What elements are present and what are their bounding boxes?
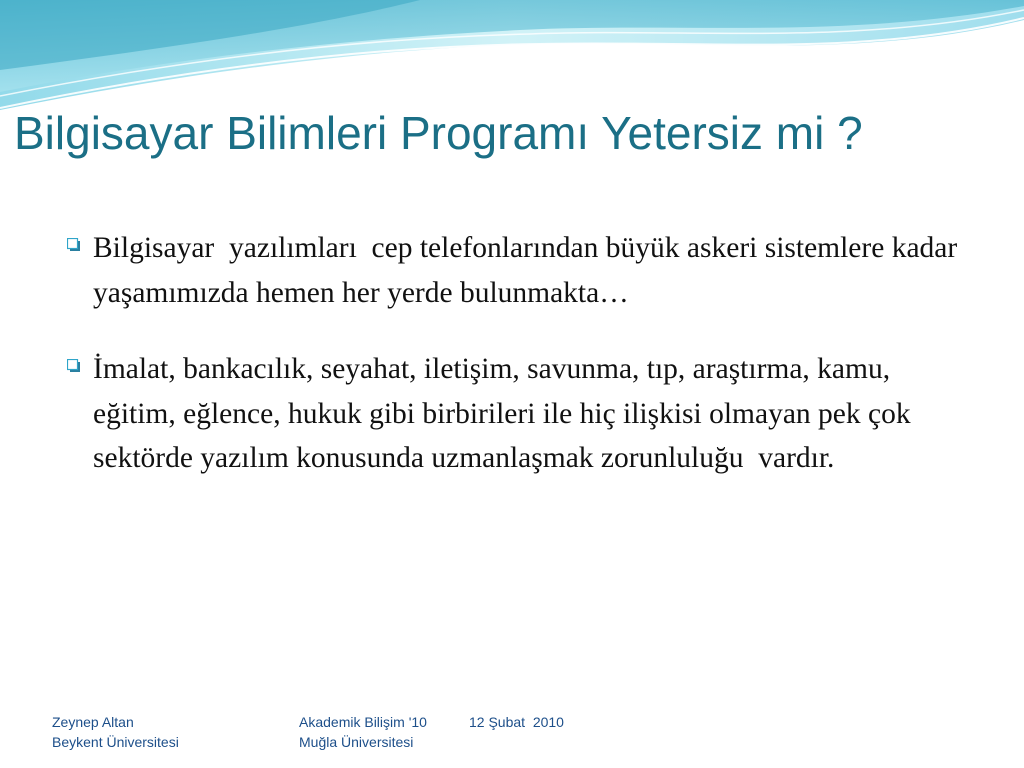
- footer-author-name: Zeynep Altan: [52, 714, 134, 730]
- checkbox-bullet-icon: [67, 359, 81, 373]
- bullet-text: İmalat, bankacılık, seyahat, iletişim, savunma, tıp, araştırma, kamu, eğitim, eğlence, hukuk gibi birbirileri ile hiç ilişkisi olmayan pek çok sektörde yazılım konusunda uzmanlaşmak zorunluluğu vardır.: [93, 353, 918, 474]
- bullet-list: [62, 226, 965, 513]
- footer-date-text: 12 Şubat 2010: [469, 714, 564, 730]
- bullet-item: [62, 347, 962, 481]
- footer-author-affiliation: Beykent Üniversitesi: [52, 734, 179, 750]
- bullet-text: Bilgisayar yazılımları cep telefonlarından büyük askeri sistemlere kadar yaşamımızda hemen her yerde bulunmakta…: [93, 232, 965, 309]
- footer-date: [469, 712, 564, 732]
- checkbox-bullet-icon: [67, 238, 81, 252]
- footer-event-name: Akademik Bilişim '10: [299, 714, 427, 730]
- footer-author: [52, 712, 179, 752]
- slide-title: Bilgisayar Bilimleri Programı Yetersiz mi ?: [14, 107, 863, 159]
- bullet-item: [62, 226, 965, 315]
- footer-event-location: Muğla Üniversitesi: [299, 734, 414, 750]
- footer-event: [299, 712, 427, 752]
- wave-header-decoration: [0, 0, 1024, 120]
